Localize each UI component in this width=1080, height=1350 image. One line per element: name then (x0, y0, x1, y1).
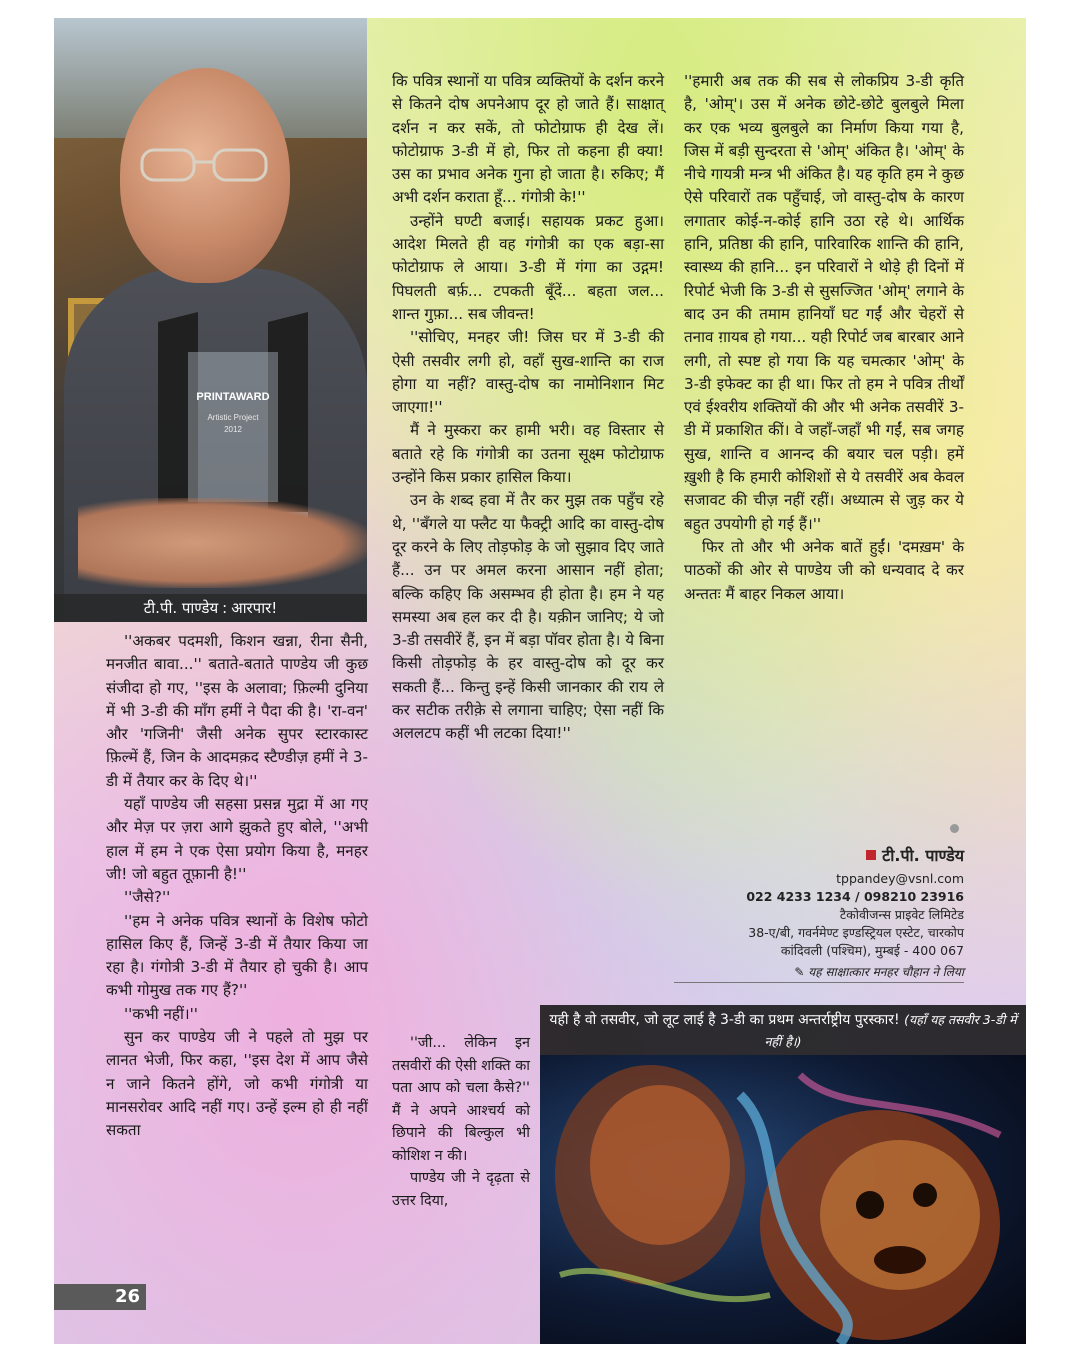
paragraph: उन्होंने घण्टी बजाई। सहायक प्रकट हुआ। आदेश मिलते ही वह गंगोत्री का एक बड़ा-सा फोटोग्राफ ले आया। 3-डी में गंगा का उद्गम! पिघलती बर्फ़... टपकती बूँदें... बहता जल... शान्त गुफ़ा... सब जीवन्त! (392, 211, 664, 323)
end-mark-icon (950, 824, 959, 833)
award-artwork-image (540, 1055, 1026, 1344)
paragraph: सुन कर पाण्डेय जी ने पहले तो मुझ पर लानत भेजी, फिर कहा, ''इस देश में आप जैसे न जाने कितने होंगे, जो कभी गंगोत्री या मानसरोवर आदि नहीं गए। उन्हें इल्म हो ही नहीं सकता (106, 1028, 368, 1140)
signature-address-1: 38-ए/बी, गवर्नमेण्ट इण्डस्ट्रियल एस्टेट, चारकोप (748, 925, 964, 940)
caption-separator: : (222, 599, 228, 617)
author-signature (674, 844, 964, 983)
paragraph: ''कभी नहीं।'' (124, 1004, 198, 1023)
artwork-graphic (540, 1055, 1026, 1344)
paragraph: फिर तो और भी अनेक बातें हुईं। 'दमख़म' के पाठकों की ओर से पाण्डेय जी को धन्यवाद दे कर अन्ततः मैं बाहर निकल आया। (684, 537, 964, 603)
page-number-text: 26 (114, 1286, 140, 1307)
paragraph: ''सोचिए, मनहर जी! जिस घर में 3-डी की ऐसी तसवीर लगी हो, वहाँ सुख-शान्ति का राज होगा या नहीं? वास्तु-दोष का नामोनिशान मिट जाएगा!'' (392, 328, 664, 417)
photo-caption (54, 594, 367, 622)
column-1 (106, 630, 368, 1143)
paragraph: ''अकबर पदमशी, किशन खन्ना, रीना सैनी, मनजीत बावा...'' बताते-बताते पाण्डेय जी कुछ संजीदा हो गए, ''इस के अलावा; फ़िल्मी दुनिया में भी 3-डी की माँग हमीं ने पैदा की है। 'रा-वन' और 'गजिनी' जैसी अनेक सुपर स्टारकास्ट फ़िल्में हैं, जिन के आदमक़द स्टैण्डीज़ हमीं ने 3-डी में तैयार कर के दिए थे।'' (106, 632, 368, 790)
page-number (54, 1284, 146, 1310)
signature-phone: 022 4233 1234 / 098210 23916 (746, 889, 964, 904)
paragraph: ''हमारी अब तक की सब से लोकप्रिय 3-डी कृति है, 'ओम्'। उस में अनेक छोटे-छोटे बुलबुले मिला कर एक भव्य बुलबुले का निर्माण किया गया है, जिस में बड़ी सुन्दरता से 'ओम्' अंकित है। 'ओम्' के नीचे गायत्री मन्त्र भी अंकित है। यह कृति हम ने कुछ ऐसे परिवारों तक पहुँचाई, जो वास्तु-दोष के कारण लगातार कोई-न-कोई हानि उठा रहे थे। आर्थिक हानि, प्रतिष्ठा की हानि, पारिवारिक शान्ति की हानि, स्वास्थ्य की हानि... इन परिवारों ने थोड़े ही दिनों में रिपोर्ट भेजी कि 3-डी से सुसज्जित 'ओम्' लगाने के बाद उन की तमाम हानियाँ घट गईं और चेहरों से तनाव ग़ायब हो गया... यही रिपोर्ट जब बारबार आने लगी, तो स्पष्ट हो गया कि यह चमत्कार 'ओम्' के 3-डी इफेक्ट का ही था। फिर तो हम ने पवित्र तीर्थों एवं ईश्वरीय शक्तियों की और भी अनेक तसवीरें 3-डी में प्रकाशित कीं। वे जहाँ-जहाँ भी गईं, सब जगह सुख, शान्ति व आनन्द की बयार चल पड़ी। हमें ख़ुशी है कि हमारी कोशिशों से ये तसवीरें अब केवल सजावट की चीज़ नहीं रहीं। अध्यात्म से जुड़ कर ये बहुत उपयोगी हो गई हैं।'' (684, 72, 964, 533)
caption-name: टी.पी. पाण्डेय (143, 599, 219, 617)
paragraph: ''जैसे?'' (124, 888, 171, 907)
paragraph: यहाँ पाण्डेय जी सहसा प्रसन्न मुद्रा में आ गए और मेज़ पर ज़रा आगे झुकते हुए बोले, ''अभी हाल में हम ने एक ऐसा प्रयोग किया है, मनहर जी! जो बहुत तूफ़ानी है!'' (106, 795, 368, 883)
paragraph: पाण्डेय जी ने दृढ़ता से उत्तर दिया, (392, 1170, 530, 1209)
figure-caption-main: यही है वो तसवीर, जो लूट लाई है 3-डी का प्रथम अन्तर्राष्ट्रीय पुरस्कार! (549, 1012, 900, 1028)
column-2 (392, 70, 664, 746)
photo-hands (78, 498, 367, 588)
portrait-photo (54, 18, 367, 622)
pen-icon: ✎ (794, 965, 805, 979)
paragraph: मैं ने मुस्करा कर हामी भरी। वह विस्तार से बताते रहे कि गंगोत्री का उतना सूक्ष्म फोटोग्राफ उन्होंने किस प्रकार हासिल किया। (392, 421, 664, 487)
red-square-icon (866, 850, 876, 860)
magazine-page (54, 18, 1026, 1344)
interview-credit-text: यह साक्षात्कार मनहर चौहान ने लिया (808, 965, 964, 979)
award-title: PRINTAWARD (196, 391, 270, 403)
award-subtitle: Artistic Project (207, 413, 259, 422)
figure-caption (540, 1005, 1026, 1055)
award-year: 2012 (224, 425, 242, 434)
signature-name: टी.पी. पाण्डेय (882, 846, 964, 865)
signature-name-row (674, 844, 964, 866)
column-3 (684, 70, 964, 606)
column-2-continued (392, 1032, 530, 1212)
paragraph: उन के शब्द हवा में तैर कर मुझ तक पहुँच रहे थे, ''बँगले या फ्लैट या फैक्ट्री आदि का वास्तु-दोष दूर करने के लिए तोड़फोड़ के जो सुझाव दिए जाते हैं... उन पर अमल करना आसान नहीं होता; बल्कि कहिए कि असम्भव ही होता है। हम ने यह समस्या अब हल कर दी है। यक़ीन जानिए; ये जो 3-डी तसवीरें हैं, इन में बड़ा पॉवर होता है। ये बिना किसी तोड़फोड़ के हर वास्तु-दोष को दूर कर सकती हैं... किन्तु इन्हें किसी जानकार की राय ले कर सटीक तरीक़े से लगाना चाहिए; ऐसा नहीं कि अललटप कहीं भी लटका दिया!'' (392, 491, 664, 743)
paragraph: कि पवित्र स्थानों या पवित्र व्यक्तियों के दर्शन करने से कितने दोष अपनेआप दूर हो जाते हैं। साक्षात् दर्शन न कर सकें, तो फोटोग्राफ ही देख लें। फोटोग्राफ 3-डी में हो, फिर तो कहना ही क्या! उस का प्रभाव अनेक गुना हो जाता है। रुकिए; मैं अभी दर्शन कराता हूँ... गंगोत्री के!'' (392, 72, 664, 207)
glasses-icon (136, 146, 276, 184)
figure-caption-note: (यहाँ यह तसवीर 3-डी में नहीं है।) (764, 1012, 1017, 1049)
paragraph: ''हम ने अनेक पवित्र स्थानों के विशेष फोटो हासिल किए हैं, जिन्हें 3-डी में तैयार किया जा रहा है। गंगोत्री 3-डी में तैयार हो चुकी है। आप कभी गोमुख तक गए हैं?'' (106, 911, 368, 1000)
interview-credit (674, 963, 964, 983)
signature-address-2: कांदिवली (पश्चिम), मुम्बई - 400 067 (780, 943, 964, 958)
caption-topic: आरपार! (231, 599, 278, 617)
signature-company: टैकोवीजन्स प्राइवेट लिमिटेड (839, 907, 964, 922)
signature-email[interactable]: tppandey@vsnl.com (836, 871, 964, 886)
paragraph: ''जी... लेकिन इन तसवीरों की ऐसी शक्ति का पता आप को चला कैसे?'' मैं ने अपने आश्चर्य को छिपाने की बिल्कुल भी कोशिश न की। (392, 1035, 530, 1164)
